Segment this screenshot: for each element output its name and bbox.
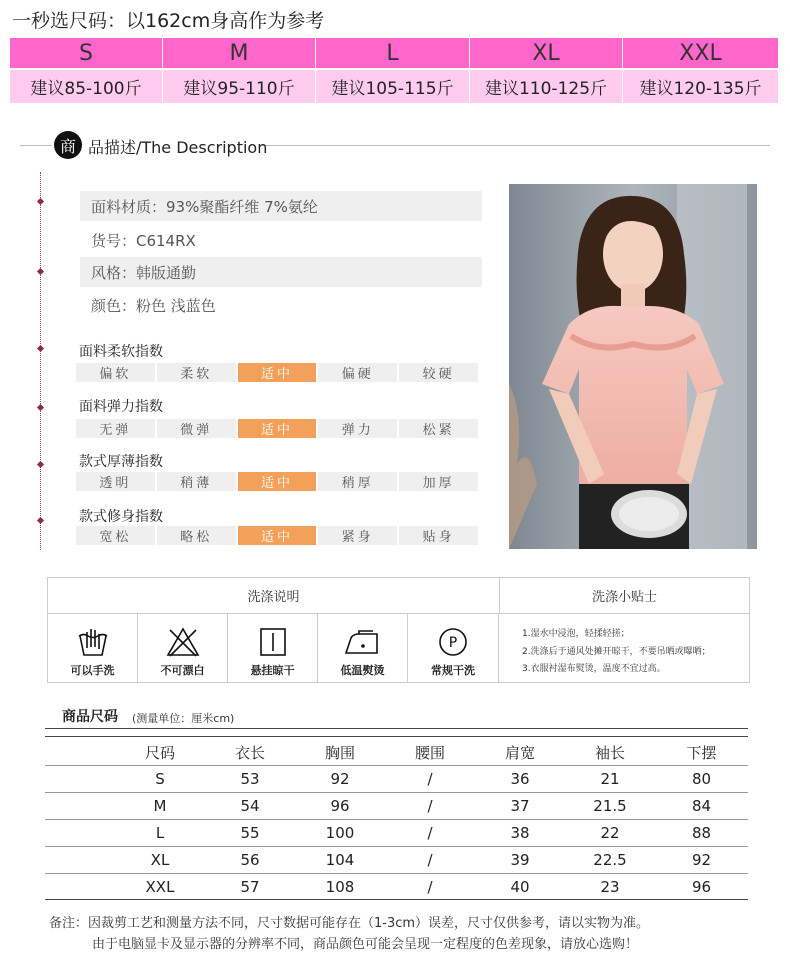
column-header: 袖长 xyxy=(594,744,625,762)
table-cell: / xyxy=(427,851,433,869)
wash-icon-cell xyxy=(228,614,318,683)
table-cell: 21.5 xyxy=(593,797,627,815)
size-label: XXL xyxy=(623,38,778,68)
table-cell: 21 xyxy=(600,770,620,788)
measurement-table-title: 商品尺码 xyxy=(62,709,118,725)
description-title: 品描述/The Description xyxy=(88,138,268,157)
washing-tip: 3.衣服衬湿布熨烫，温度不宜过高。 xyxy=(522,664,666,674)
column-header: 腰围 xyxy=(414,744,445,762)
column-header: 下摆 xyxy=(686,744,717,762)
index-option: 稍厚 xyxy=(318,472,397,491)
thickness-index-scale xyxy=(76,472,478,490)
attribute-colors: 颜色：粉色 浅蓝色 xyxy=(91,296,216,315)
table-cell: S xyxy=(155,770,165,788)
weight-recommendation: 建议110-125斤 xyxy=(470,68,623,103)
washing-tip: 2.洗涤后于通风处摊开晾干，不要吊晒或曝晒； xyxy=(522,647,711,657)
column-header: 衣长 xyxy=(234,744,265,762)
dry-clean-icon xyxy=(436,626,470,658)
table-cell: / xyxy=(427,824,433,842)
index-option: 松紧 xyxy=(399,419,478,438)
model-photo xyxy=(509,184,757,549)
timeline-dot xyxy=(37,268,44,275)
table-cell: 39 xyxy=(510,851,530,869)
table-cell: 104 xyxy=(325,851,355,869)
table-cell: 92 xyxy=(330,770,350,788)
attribute-item-number: 货号：C614RX xyxy=(91,231,196,250)
fit-index-title: 款式修身指数 xyxy=(79,509,163,525)
low-iron-icon xyxy=(343,626,383,658)
divider xyxy=(20,145,52,146)
index-option: 微弹 xyxy=(157,419,236,438)
index-option: 加厚 xyxy=(399,472,478,491)
table-row xyxy=(45,824,748,842)
table-cell: 55 xyxy=(240,824,260,842)
index-option-selected: 适中 xyxy=(238,472,317,491)
elasticity-index-scale xyxy=(76,419,478,437)
table-cell: M xyxy=(153,797,167,815)
table-cell: 96 xyxy=(691,878,712,896)
index-option-selected: 适中 xyxy=(238,419,317,438)
table-cell: 88 xyxy=(691,824,712,842)
table-cell: 56 xyxy=(240,851,260,869)
table-cell: 22 xyxy=(600,824,620,842)
table-rule xyxy=(45,765,748,766)
table-rule xyxy=(45,899,748,900)
table-cell: 36 xyxy=(510,770,530,788)
table-row xyxy=(45,878,748,896)
column-header: 肩宽 xyxy=(504,744,535,762)
table-rule xyxy=(45,873,748,874)
index-option: 贴身 xyxy=(399,526,478,545)
wash-icon-cell xyxy=(138,614,228,683)
index-option: 偏软 xyxy=(76,363,155,382)
wash-icon-cell xyxy=(408,614,499,683)
table-cell: / xyxy=(427,770,433,788)
table-cell: 40 xyxy=(510,878,530,896)
weight-recommendation: 建议85-100斤 xyxy=(10,68,163,103)
svg-text:P: P xyxy=(448,635,458,651)
table-cell: / xyxy=(427,797,433,815)
size-label: M xyxy=(163,38,316,68)
description-badge: 商 xyxy=(54,131,82,159)
divider xyxy=(262,145,770,146)
timeline-dot xyxy=(37,461,44,468)
table-cell: 100 xyxy=(325,824,355,842)
table-cell: 38 xyxy=(510,824,530,842)
table-cell: 108 xyxy=(325,878,355,896)
elasticity-index-title: 面料弹力指数 xyxy=(79,399,163,415)
table-rule xyxy=(45,846,748,847)
table-row xyxy=(45,770,748,788)
attribute-material: 面料材质：93%聚酯纤维 7%氨纶 xyxy=(80,191,482,221)
size-label: S xyxy=(10,38,163,68)
timeline-dot xyxy=(37,517,44,524)
wash-icon-label: 低温熨烫 xyxy=(340,664,385,677)
index-option: 偏硬 xyxy=(318,363,397,382)
wash-icon-label: 常规干洗 xyxy=(431,664,475,677)
wash-icon-label: 可以手洗 xyxy=(70,664,115,677)
size-guide-title: 一秒选尺码：以162cm身高作为参考 xyxy=(12,10,325,32)
washing-instructions-table xyxy=(47,577,750,683)
hand-wash-icon xyxy=(76,626,110,658)
table-cell: 96 xyxy=(330,797,350,815)
weight-recommendation: 建议95-110斤 xyxy=(163,68,316,103)
washing-instructions-header: 洗涤说明 xyxy=(48,578,500,614)
wash-icon-label: 不可漂白 xyxy=(160,664,205,677)
index-option: 略松 xyxy=(157,526,236,545)
table-cell: 84 xyxy=(691,797,712,815)
table-rule xyxy=(45,736,748,737)
measurement-header-row xyxy=(45,742,748,763)
table-row xyxy=(45,851,748,869)
wash-icon-label: 悬挂晾干 xyxy=(250,664,295,677)
washing-tip: 1.湿水中浸泡，轻揉轻搓； xyxy=(522,629,630,639)
attribute-style: 风格：韩版通勤 xyxy=(80,257,482,287)
table-rule xyxy=(45,819,748,820)
timeline-line xyxy=(40,172,41,550)
column-header: 胸围 xyxy=(324,744,355,762)
washing-tips-header: 洗涤小贴士 xyxy=(500,578,749,614)
timeline-dot xyxy=(37,198,44,205)
measurement-unit: (测量单位：厘米cm) xyxy=(132,712,235,725)
timeline-dot xyxy=(37,404,44,411)
index-option: 稍薄 xyxy=(157,472,236,491)
timeline-dot xyxy=(37,345,44,352)
table-cell: 23 xyxy=(600,878,620,896)
softness-index-title: 面料柔软指数 xyxy=(79,344,163,360)
table-cell: 53 xyxy=(240,770,260,788)
table-cell: / xyxy=(427,878,433,896)
note-line-2: 由于电脑显卡及显示器的分辨率不同，商品颜色可能会呈现一定程度的色差现象，请放心选购！ xyxy=(92,937,639,952)
table-rule xyxy=(45,792,748,793)
table-cell: XL xyxy=(150,851,170,869)
table-cell: L xyxy=(155,824,165,842)
thickness-index-title: 款式厚薄指数 xyxy=(79,454,163,470)
index-option: 宽松 xyxy=(76,526,155,545)
table-row xyxy=(45,797,748,815)
table-cell: 92 xyxy=(691,851,712,869)
softness-index-scale xyxy=(76,363,478,381)
index-option: 柔软 xyxy=(157,363,236,382)
hang-dry-icon xyxy=(256,626,290,658)
index-option: 较硬 xyxy=(399,363,478,382)
table-cell: 57 xyxy=(240,878,260,896)
no-bleach-icon xyxy=(166,626,200,658)
weight-recommendation: 建议120-135斤 xyxy=(623,68,778,103)
wash-icon-cell xyxy=(48,614,138,683)
index-option: 弹力 xyxy=(318,419,397,438)
index-option: 紧身 xyxy=(318,526,397,545)
index-option: 无弹 xyxy=(76,419,155,438)
table-cell: 37 xyxy=(510,797,530,815)
column-header: 尺码 xyxy=(144,744,175,762)
table-rule xyxy=(45,728,748,729)
note-line-1: 备注：因裁剪工艺和测量方法不同，尺寸数据可能存在（1-3cm）误差，尺寸仅供参考，请以实物为准。 xyxy=(49,916,650,931)
index-option-selected: 适中 xyxy=(238,526,317,545)
index-option-selected: 适中 xyxy=(238,363,317,382)
size-label: XL xyxy=(470,38,623,68)
table-cell: XXL xyxy=(145,878,175,896)
weight-recommendation: 建议105-115斤 xyxy=(316,68,470,103)
table-cell: 80 xyxy=(691,770,712,788)
fit-index-scale xyxy=(76,526,478,544)
size-guide-grid xyxy=(10,38,780,103)
table-cell: 22.5 xyxy=(593,851,627,869)
size-label: L xyxy=(316,38,470,68)
wash-icon-cell xyxy=(318,614,408,683)
index-option: 透明 xyxy=(76,472,155,491)
table-cell: 54 xyxy=(240,797,260,815)
